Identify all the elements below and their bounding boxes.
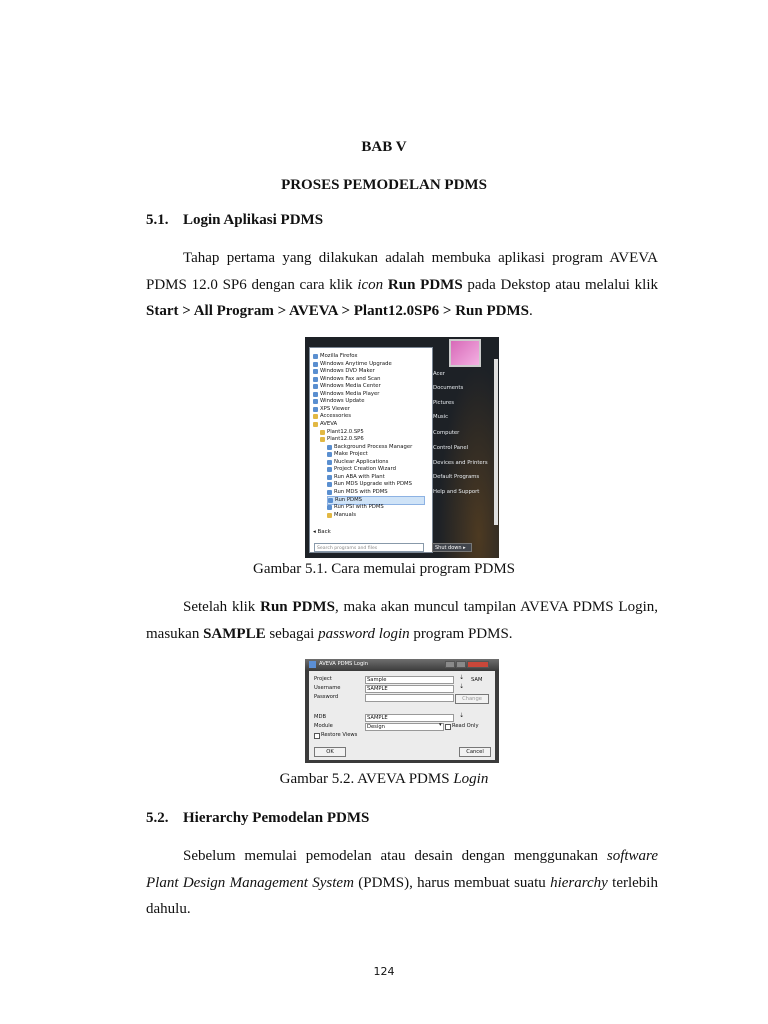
start-menu-item-label: Accessories [320,413,352,420]
password-label: Password [314,694,339,700]
start-menu-item[interactable] [313,391,379,398]
start-menu-item[interactable] [313,361,392,368]
start-menu-item-label: AVEVA [320,420,338,427]
figure-5-1-caption: Gambar 5.1. Cara memulai program PDMS [252,561,516,577]
program-icon [328,498,333,503]
read-only-label: Read Only [452,723,479,729]
dialog-title: AVEVA PDMS Login [319,661,368,667]
program-icon [327,445,332,450]
start-menu-item-label: Windows Update [320,398,365,405]
start-menu-item-label: Windows Media Center [320,383,381,390]
module-select[interactable]: Design [365,723,444,731]
program-icon [327,482,332,487]
change-password-button[interactable]: Change [455,694,489,704]
start-menu-item[interactable] [313,376,380,383]
program-icon [313,384,318,389]
start-menu-item-label: Manuals [334,511,357,518]
text-run: Sebelum memulai pemodelan atau desain dengan menggunakan [183,848,607,864]
start-menu-item-label: Plant12.0.SP6 [327,436,364,443]
program-icon [313,377,318,382]
start-menu-item-label: Windows Fax and Scan [320,375,381,382]
text-run-italic: hierarchy [550,874,608,891]
section-number-5-2: 5.2. [146,810,169,826]
start-menu-right-item[interactable]: Acer [433,371,445,377]
mdb-label: MDB [314,714,327,720]
program-icon [313,407,318,412]
start-menu-item[interactable] [313,398,365,405]
start-menu-item-label: Run PDMS [335,497,363,504]
shutdown-label: Shut down [435,545,462,551]
username-dropdown-icon[interactable]: ⇣ [459,683,465,690]
user-picture-icon [449,339,481,367]
section-number-5-1: 5.1. [146,212,169,228]
paragraph-5-1-intro [146,245,658,325]
start-menu-item-label: Project Creation Wizard [334,466,396,473]
start-menu-item[interactable] [327,489,388,496]
cancel-button[interactable]: Cancel [459,747,491,757]
maximize-icon[interactable] [456,661,466,668]
program-icon [313,369,318,374]
paragraph-5-2-intro [146,843,658,923]
start-menu-item[interactable] [327,474,385,481]
program-icon [313,362,318,367]
mdb-dropdown-icon[interactable]: ⇣ [459,712,465,719]
programs-scrollbar[interactable] [494,359,498,525]
back-button[interactable]: ◂ Back [313,529,331,535]
program-icon [327,505,332,510]
start-menu-item-label: Run PSI with PDMS [334,504,384,510]
text-run-bold-path: Start > All Program > AVEVA > Plant12.0SP6 > Run PDMS [146,303,529,319]
program-icon [313,399,318,404]
start-menu-right-item[interactable]: Control Panel [433,445,469,451]
start-menu-item[interactable] [320,436,364,443]
figure-5-2-caption [0,771,768,788]
text-run: sebagai [265,625,319,642]
start-menu-item[interactable] [313,368,375,375]
project-dropdown-icon[interactable]: ⇣ [459,674,465,681]
start-menu-item-label: Run ABA with Plant [334,473,385,480]
text-run-bold: Run PDMS [387,276,463,293]
paragraph-5-1-login [146,594,658,647]
folder-icon [320,430,325,435]
start-menu-item[interactable] [320,429,364,436]
start-menu-item-label: Make Project [334,451,368,458]
section-title-5-2: Hierarchy Pemodelan PDMS [183,810,370,826]
pdms-login-dialog-screenshot [305,659,499,763]
text-run: , maka akan muncul tampilan AVEVA PDMS Login, masukan [146,599,659,642]
start-menu-right-item[interactable]: Devices and Printers [433,460,488,466]
ok-button[interactable]: OK [314,747,346,757]
chapter-label: BAB V [361,139,407,155]
close-icon[interactable] [467,661,489,668]
project-code: SAM [471,677,483,683]
program-icon [327,452,332,457]
start-menu-item[interactable] [327,504,384,511]
start-menu-item-label: Run MDS with PDMS [334,488,388,495]
start-menu-item-label: Background Process Manager [334,443,413,450]
section-title-5-1: Login Aplikasi PDMS [183,212,324,228]
text-run-italic: icon [357,276,384,293]
start-menu-item[interactable] [327,444,412,451]
start-menu-screenshot [305,337,499,558]
start-menu-item-label: Mozilla Firefox [320,353,358,359]
start-menu-item-label: Plant12.0.SP5 [327,428,364,435]
start-menu-item-label: XPS Viewer [320,405,350,412]
program-icon [313,354,318,359]
start-menu-item[interactable] [313,353,357,360]
program-icon [327,467,332,472]
caption-text-italic: Login [453,771,489,787]
text-run: . [528,303,533,319]
project-label: Project [314,676,332,682]
folder-icon [327,513,332,518]
caption-text: Gambar 5.2. AVEVA PDMS [279,771,454,787]
start-menu-item[interactable] [313,421,337,428]
chevron-down-icon[interactable]: ▾ [439,722,442,728]
username-label: Username [314,685,341,691]
shutdown-button[interactable]: Shut down ▸ [432,543,472,552]
restore-views-checkbox[interactable] [314,733,320,739]
text-run-italic: software Plant Design Management System [146,848,658,891]
chapter-title: PROSES PEMODELAN PDMS [281,177,487,193]
page-number: 124 [373,965,395,978]
start-menu-item[interactable] [327,481,412,488]
start-menu-right-item[interactable]: Music [433,414,449,420]
start-menu-item[interactable] [327,459,388,466]
read-only-checkbox[interactable] [445,724,451,730]
username-field[interactable]: SAMPLE [365,685,454,693]
folder-icon [313,422,318,427]
module-label: Module [314,723,333,729]
start-menu-item[interactable] [313,413,351,420]
program-icon [313,392,318,397]
program-icon [327,490,332,495]
folder-icon [313,414,318,419]
back-label: Back [317,529,331,535]
minimize-icon[interactable] [445,661,455,668]
start-menu-item-label: Windows DVD Maker [320,368,375,375]
text-run-bold: Run PDMS [260,599,335,615]
start-menu-item[interactable] [327,512,356,519]
start-menu-item-label: Windows Anytime Upgrade [320,360,392,367]
start-menu-item-label: Windows Media Player [320,390,380,397]
program-icon [327,475,332,480]
start-menu-right-item[interactable]: Computer [433,430,460,436]
start-menu-item-label: Nuclear Applications [334,458,389,465]
project-field[interactable]: Sample [365,676,454,684]
start-menu-right-item[interactable]: Default Programs [433,474,480,480]
text-run: Setelah klik [183,599,261,615]
start-menu-item[interactable] [327,466,396,473]
program-icon [327,460,332,465]
folder-icon [320,437,325,442]
aveva-app-icon [309,661,316,668]
text-run: (PDMS), harus membuat suatu [353,874,551,891]
text-run: program PDMS. [409,625,513,642]
start-menu-right-item[interactable]: Documents [433,385,464,391]
dialog-body [309,671,495,760]
text-run-italic: password login [318,625,410,642]
start-menu-item[interactable] [327,451,368,458]
password-field[interactable] [365,694,454,702]
restore-views-label: Restore Views [321,732,358,738]
text-run: terlebih dahulu. [146,874,658,917]
text-run: Tahap pertama yang dilakukan adalah membuka aplikasi program AVEVA PDMS 12.0 SP6 dengan cara klik [146,250,658,293]
search-programs-input[interactable]: Search programs and files [314,543,424,552]
start-menu-right-item[interactable]: Pictures [433,400,454,406]
start-menu-item-label: Run MDS Upgrade with PDMS [334,481,412,488]
start-menu-right-item[interactable]: Help and Support [433,489,480,495]
text-run-bold: SAMPLE [203,625,266,642]
mdb-field[interactable]: SAMPLE [365,714,454,722]
text-run: pada Dekstop atau melalui klik [462,276,658,293]
start-menu-item[interactable] [313,383,381,390]
start-menu-item[interactable] [313,406,350,413]
